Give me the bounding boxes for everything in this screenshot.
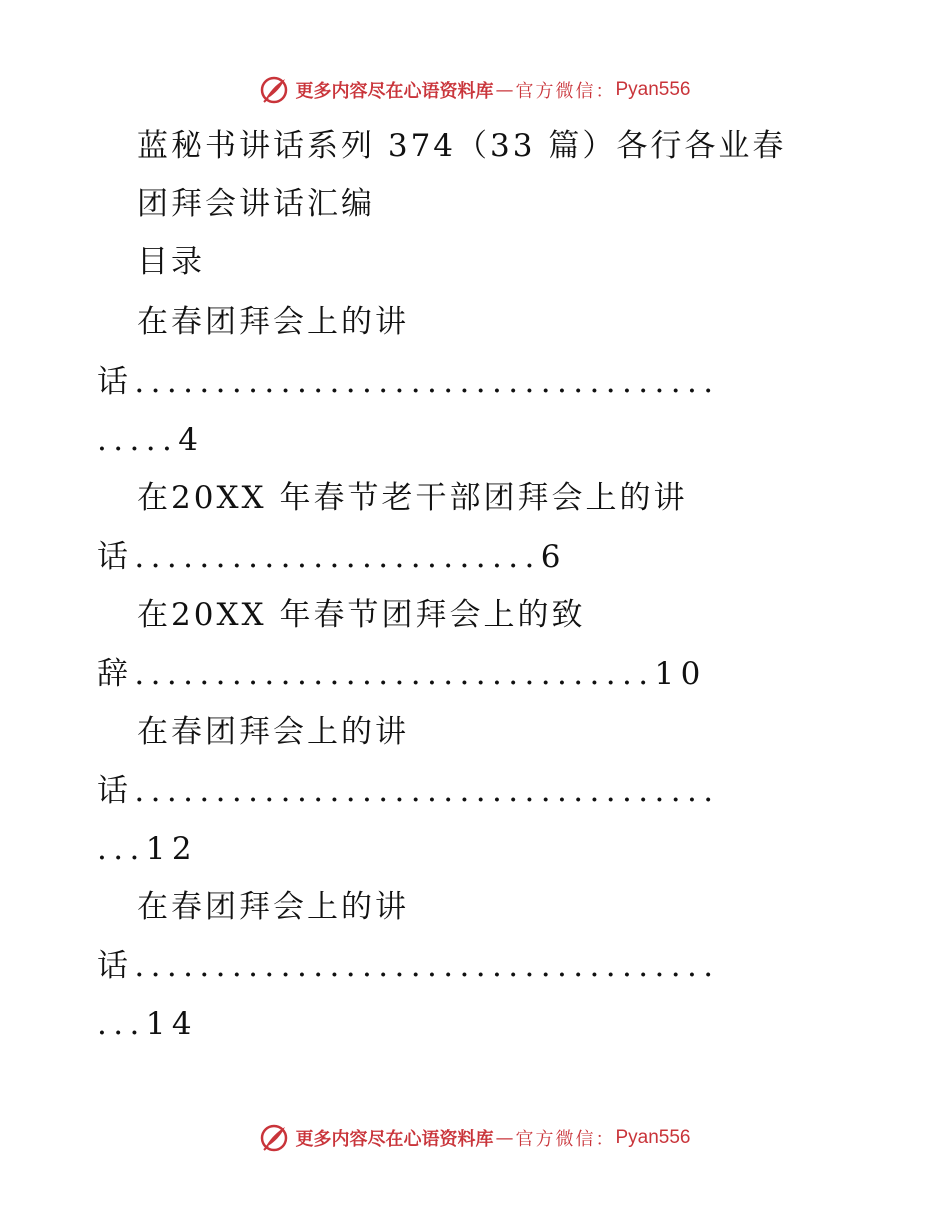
brand-dash: —: [495, 79, 514, 101]
toc-entry-page: ...14: [97, 1006, 199, 1042]
wechat-label: 官方微信：: [515, 1129, 616, 1150]
toc-entry-page: ...12: [97, 831, 199, 867]
document-title-line-1: 蓝秘书讲话系列 374（33 篇）各行各业春: [137, 128, 787, 164]
brand-banner: [259, 1123, 690, 1153]
brand-dash: —: [495, 1127, 514, 1149]
toc-entry-title: 在春团拜会上的讲: [137, 304, 409, 340]
quill-pen-logo-icon: [259, 1123, 289, 1153]
toc-entry-title: 在春团拜会上的讲: [137, 714, 409, 750]
brand-banner: [259, 75, 690, 105]
toc-entry-leader: 辞................................10: [97, 656, 707, 692]
brand-text: 更多内容尽在心语资料库: [295, 81, 494, 102]
footer-banner: [0, 1118, 950, 1158]
toc-entry-title: 在春团拜会上的讲: [137, 889, 409, 925]
brand-text: 更多内容尽在心语资料库: [295, 1129, 494, 1150]
toc-entry-title: 在20XX 年春节老干部团拜会上的讲: [137, 480, 688, 516]
toc-entry-leader: 话.........................6: [97, 539, 567, 575]
quill-pen-logo-icon: [259, 75, 289, 105]
toc-entry-title: 在20XX 年春节团拜会上的致: [137, 597, 586, 633]
wechat-id: Pyan556: [615, 79, 691, 100]
wechat-label: 官方微信：: [515, 81, 616, 102]
document-title-line-2: 团拜会讲话汇编: [137, 186, 375, 222]
toc-entry-leader: 话....................................: [97, 364, 720, 400]
toc-entry-page: .....4: [97, 422, 205, 458]
wechat-id: Pyan556: [615, 1127, 691, 1148]
toc-heading: 目录: [137, 244, 205, 280]
header-banner: [0, 70, 950, 110]
toc-entry-leader: 话....................................: [97, 773, 720, 809]
toc-entry-leader: 话....................................: [97, 948, 720, 984]
